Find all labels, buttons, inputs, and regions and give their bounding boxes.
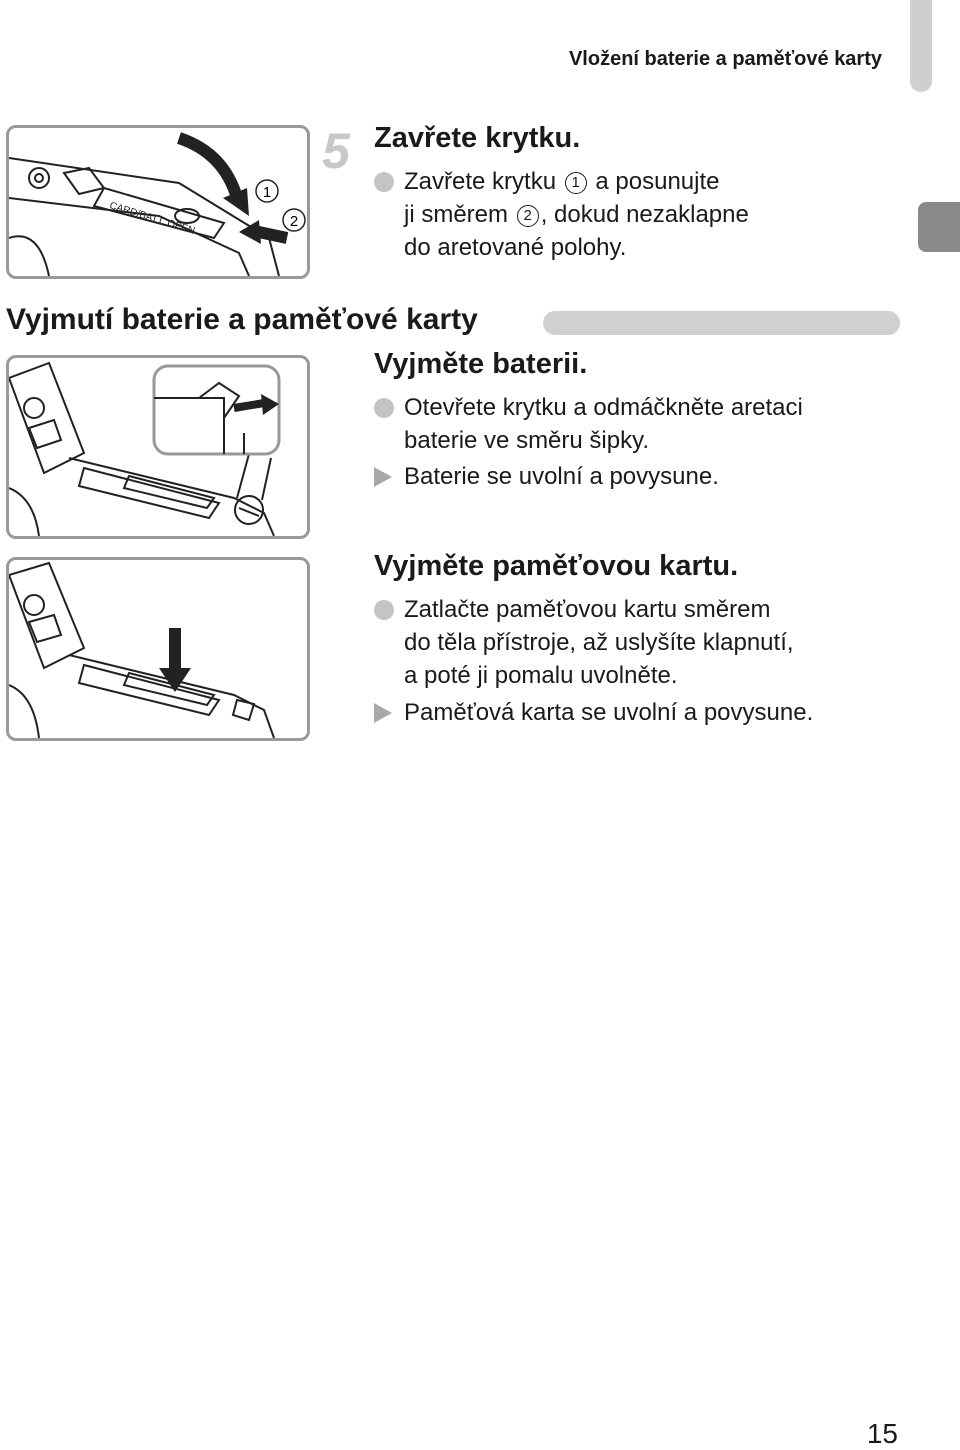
result-arrow-icon — [374, 467, 392, 487]
step-number: 5 — [322, 123, 350, 179]
section-title-bar — [543, 311, 900, 335]
cover-label-text: CARD/BATT. OPEN — [108, 200, 197, 237]
circled-number-2: 2 — [517, 205, 539, 227]
remove-card-instruction: Zatlačte paměťovou kartu směrem do těla přístroje, až uslyšíte klapnutí, a poté ji pomalu uvolněte. — [374, 593, 894, 692]
illustration-remove-battery — [6, 355, 310, 539]
section-title: Vyjmutí baterie a paměťové karty — [6, 303, 478, 336]
illustration-remove-card — [6, 557, 310, 741]
remove-battery-result: Baterie se uvolní a povysune. — [374, 460, 894, 493]
remove-card-title: Vyjměte paměťovou kartu. — [374, 550, 739, 582]
page-number: 15 — [866, 1418, 898, 1449]
result-arrow-icon — [374, 703, 392, 723]
chapter-tab-side — [918, 202, 960, 252]
bullet-dot-icon — [374, 172, 394, 192]
illustration-close-cover — [6, 125, 310, 279]
remove-battery-title: Vyjměte baterii. — [374, 348, 588, 380]
remove-battery-instruction: Otevřete krytku a odmáčkněte aretaci baterie ve směru šipky. — [374, 391, 894, 457]
page-header-title: Vložení baterie a paměťové karty — [568, 48, 882, 70]
callout-1: 1 — [262, 184, 272, 201]
bullet-dot-icon — [374, 398, 394, 418]
circled-number-1: 1 — [565, 172, 587, 194]
chapter-tab-top — [910, 0, 932, 92]
bullet-dot-icon — [374, 600, 394, 620]
callout-2: 2 — [289, 213, 299, 230]
step-instruction: Zavřete krytku 1 a posunujte ji směrem 2 , dokud nezaklapne do aretované polohy. — [374, 165, 894, 264]
step-title: Zavřete krytku. — [374, 122, 581, 154]
remove-card-result: Paměťová karta se uvolní a povysune. — [374, 696, 894, 729]
